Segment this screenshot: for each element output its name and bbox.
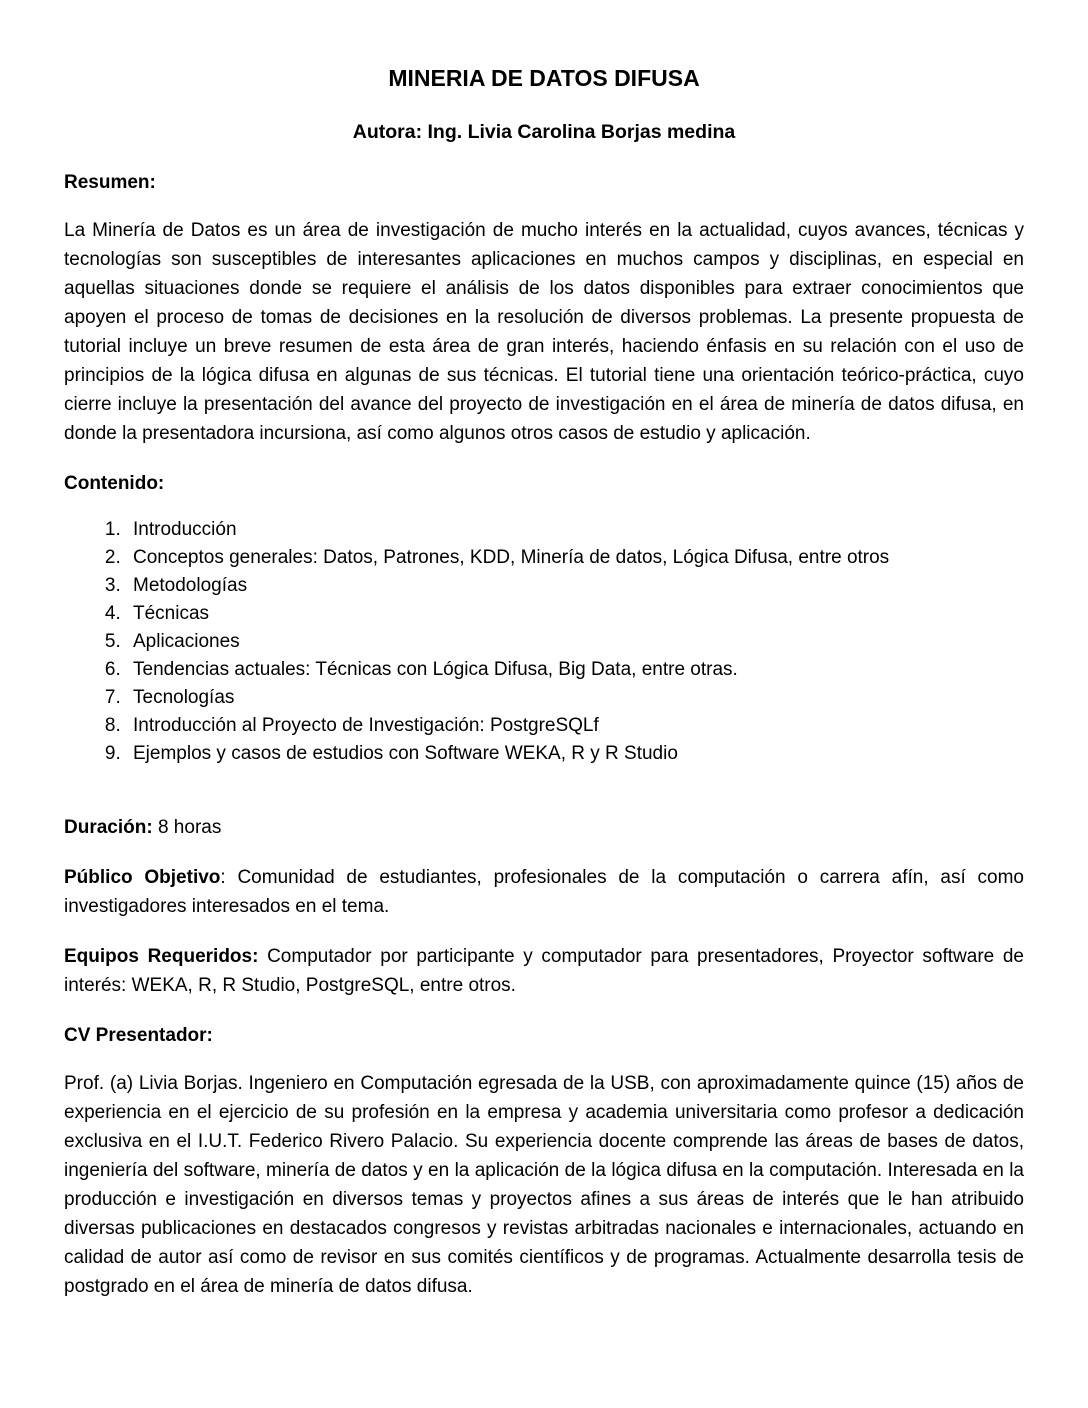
duracion-line — [64, 813, 1024, 842]
contenido-heading: Contenido: — [64, 473, 165, 494]
contenido-list-item: 2. Conceptos generales: Datos, Patrones, KDD, Minería de datos, Lógica Difusa, entre otros — [126, 544, 1024, 572]
contenido-list-item: 9. Ejemplos y casos de estudios con Software WEKA, R y R Studio — [126, 740, 1024, 768]
duracion-value: 8 horas — [152, 817, 222, 838]
cv-paragraph: Prof. (a) Livia Borjas. Ingeniero en Computación egresada de la USB, con aproximadamente quince (15) años de experiencia en el ejercicio de su profesión en la empresa y academia universitaria como profesor a dedicación exclusiva en el I.U.T. Federico Rivero Palacio. Su experiencia docente comprende las áreas de bases de datos, ingeniería del software, minería de datos y en la aplicación de la lógica difusa en la computación. Interesada en la producción e investigación en diversos temas y proyectos afines a sus áreas de interés que le han atribuido diversas publicaciones en destacados congresos y revistas arbitradas nacionales e internacionales, actuando en calidad de autor así como de revisor en sus comités científicos y de programas. Actualmente desarrolla tesis de postgrado en el área de minería de datos difusa. — [64, 1073, 1024, 1297]
contenido-list-item: 7. Tecnologías — [126, 684, 1024, 712]
contenido-list-item: 1. Introducción — [126, 516, 1024, 544]
publico-objetivo-label: Público Objetivo — [64, 867, 221, 888]
author-line: Autora: Ing. Livia Carolina Borjas medina — [352, 121, 736, 143]
contenido-list-item: 8. Introducción al Proyecto de Investigación: PostgreSQLf — [126, 712, 1024, 740]
publico-objetivo-value: : Comunidad de estudiantes, profesionales de la computación o carrera afín, así como investigadores interesados en el tema. — [64, 867, 1024, 917]
equipos-requeridos-value: Computador por participante y computador para presentadores, Proyector software de interés: WEKA, R, R Studio, PostgreSQL, entre otros. — [64, 946, 1024, 996]
resumen-paragraph: La Minería de Datos es un área de investigación de mucho interés en la actualidad, cuyos avances, técnicas y tecnologías son susceptibles de interesantes aplicaciones en muchos campos y disciplinas, en especial en aquellas situaciones donde se requiere el análisis de los datos disponibles para extraer conocimientos que apoyen el proceso de tomas de decisiones en la resolución de diversos problemas. La presente propuesta de tutorial incluye un breve resumen de esta área de gran interés, haciendo énfasis en su relación con el uso de principios de la lógica difusa en algunas de sus técnicas. El tutorial tiene una orientación teórico-práctica, cuyo cierre incluye la presentación del avance del proyecto de investigación en el área de minería de datos difusa, en donde la presentadora incursiona, así como algunos otros casos de estudio y aplicación. — [64, 220, 1024, 444]
contenido-list-item: 4. Técnicas — [126, 600, 1024, 628]
spacer — [64, 768, 1024, 792]
resumen-heading: Resumen: — [64, 172, 156, 193]
equipos-requeridos-line — [64, 942, 1024, 1000]
contenido-list — [64, 516, 1024, 768]
page-title: MINERIA DE DATOS DIFUSA — [388, 65, 700, 91]
contenido-list-item: 5. Aplicaciones — [126, 628, 1024, 656]
publico-objetivo-line — [64, 863, 1024, 921]
contenido-list-item: 3. Metodologías — [126, 572, 1024, 600]
contenido-list-item: 6. Tendencias actuales: Técnicas con Lógica Difusa, Big Data, entre otras. — [126, 656, 1024, 684]
equipos-requeridos-label: Equipos Requeridos: — [64, 946, 259, 967]
duracion-label: Duración: — [64, 817, 153, 838]
cv-presentador-heading: CV Presentador: — [64, 1025, 213, 1046]
